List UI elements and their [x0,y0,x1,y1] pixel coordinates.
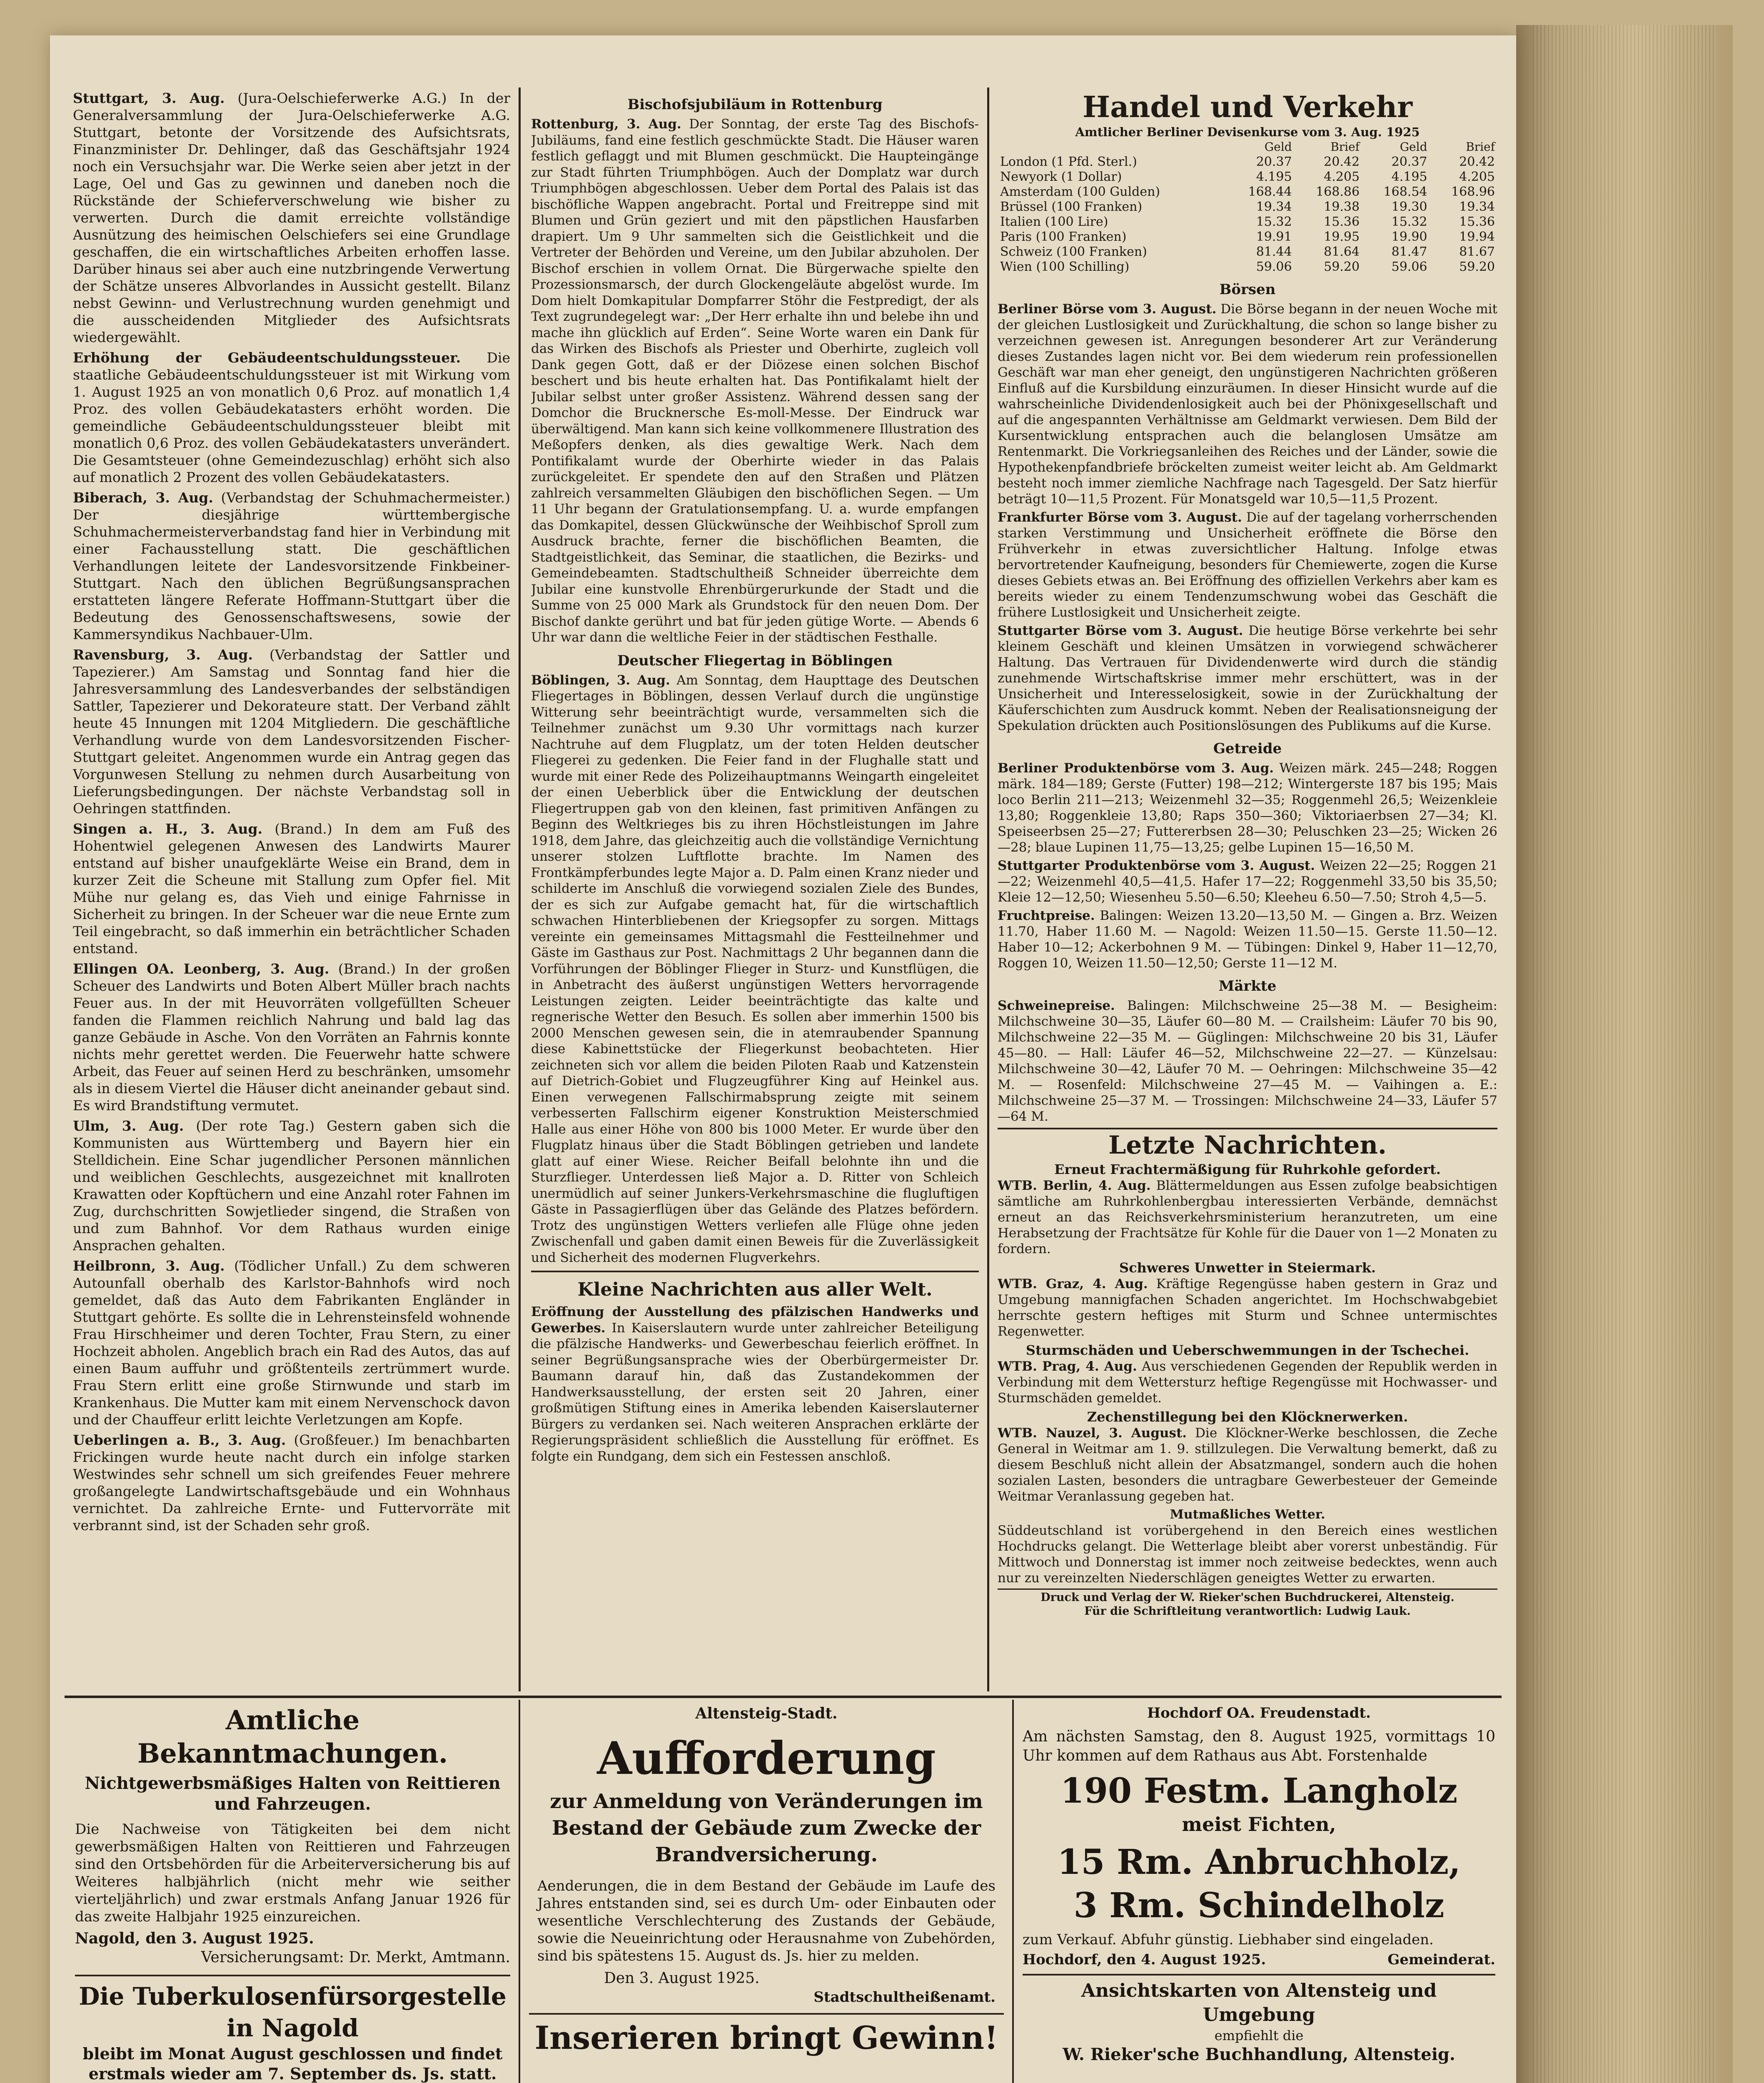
table-body [998,155,1497,275]
market-report [998,623,1497,734]
exchange-rates-table [998,140,1497,275]
table-row [998,185,1497,200]
article [73,1257,510,1428]
news-item [998,1359,1497,1406]
article [73,349,510,486]
table-header-cell: Geld [1264,140,1292,154]
ad-subtitle: Nichtgewerbsmäßiges Halten von Reittieren und Fahrzeugen. [85,1773,501,1814]
currency-cell: Amsterdam (100 Gulden) [1000,185,1160,199]
market-report [998,510,1497,620]
report-lead: Fruchtpreise. [998,908,1095,923]
ad-text: Am nächsten Samstag, den 8. August 1925, vormittags 10 Uhr kommen auf dem Rathaus aus Abt. Forstenhalde [1023,1728,1495,1764]
article-body: (Verbandstag der Schuhmachermeister.) Der diesjährige württembergische Schuhmachermeisterverbandstag fand hier in Verbindung mit einer Fachausstellung statt. Die geschäftlichen Verhandlungen leitete der Landesvorsitzende Finkbeiner-Stuttgart. Nach den üblichen Begrüßungsansprachen erstatteten längere Referate Hoffmann-Stuttgart über die Bedeutung des Genossenschaftswesens, sowie der Kammersyndikus Nachbauer-Ulm. [73,490,510,642]
news-dateline: WTB. Nauzel, 3. August. [998,1426,1187,1441]
rate-cell: 168.96 [1451,185,1495,199]
weather-forecast: Süddeutschland ist vorübergehend in den Bereich eines westlichen Hochdrucks gelangt. Die Wetterlage bleibt aber vorerst unbeständig. Für Mittwoch und Donnerstag ist immer noch zeitweise bedecktes, wenn auch nur zu vereinzelten Niederschlägen geneigtes Wetter zu erwarten. [998,1523,1497,1586]
article [73,960,510,1114]
news-dateline: WTB. Berlin, 4. Aug. [998,1178,1151,1193]
rate-cell: 19.34 [1459,200,1495,214]
rate-cell: 19.34 [1256,200,1292,214]
report-lead: Berliner Börse vom 3. August. [998,302,1217,317]
news-dateline: WTB. Prag, 4. Aug. [998,1359,1137,1374]
imprint-editor: Für die Schriftleitung verantwortlich: Ludwig Lauk. [1084,1605,1411,1618]
news-body: Die Klöckner-Werke beschlossen, die Zeche General in Weitmar am 1. 9. stillzulegen. Die Verwaltung bemerkt, daß zu diesem Beschluß nicht allein der Absatzmangel, sondern auch die hohen sozialen Lasten, besonders die untragbare Gewerbesteuer der Gemeinde Weitmar Veranlassung gegeben hat. [998,1426,1497,1504]
rate-cell: 19.91 [1256,230,1292,244]
article-dateline: Böblingen, 3. Aug. [531,672,670,688]
divider [529,2013,1004,2015]
ad-footer-row [1023,1951,1495,1969]
article-body: (Großfeuer.) Im benachbarten Frickingen wurde heute nacht durch ein infolge starken Westwindes sehr schnell um sich greifendes Feuer mehrere großangelegte Landwirtschaftsgebäude und ein Wohnhaus vernichtet. Da zahlreiche Ernte- und Futtervorräte mit verbrannt sind, ist der Schaden sehr groß. [73,1432,510,1534]
weather-heading: Mutmaßliches Wetter. [1170,1507,1325,1522]
divider [998,1588,1497,1590]
article [73,1117,510,1254]
ads-separator [65,1696,1502,1698]
column-rule [519,87,521,1691]
divider [75,1975,510,1976]
currency-cell: Newyork (1 Dollar) [1000,170,1122,184]
column-middle [531,90,979,1693]
ad-text: Die Nachweise von Tätigkeiten bei dem nicht gewerbsmäßigen Halten von Reittieren und Fahrzeugen sind den Ortsbehörden für die Arbeiterversicherung bis auf Weiteres halbjährlich (nicht mehr wie seither vierteljährlich) und zwar erstmals Anfang Januar 1926 für das zweite Halbjahr 1925 einzureichen. [75,1821,510,1925]
article-dateline: Ravensburg, 3. Aug. [73,647,253,663]
ads-rule [519,1700,520,2083]
article-dateline: Heilbronn, 3. Aug. [73,1258,225,1274]
report-lead: Berliner Produktenbörse vom 3. Aug. [998,761,1274,776]
article [73,646,510,817]
news-dateline: WTB. Graz, 4. Aug. [998,1276,1148,1291]
ad-title: Amtliche Bekanntmachungen. [137,1705,448,1769]
report-body: Weizen 22—25; Roggen 21—22; Weizenmehl 40,5—41,5. Hafer 17—22; Roggenmehl 33,50 bis 35,50; Kleie 12—12,50; Wiesenheu 5.50—6.50; Kleeheu 6.50—7.50; Stroh 4,5—5. [998,858,1497,905]
article-body: (Brand.) In der großen Scheuer des Landwirts und Boten Albert Müller brach nachts Feuer aus. In der mit Heuvorräten vollgefüllten Scheuer fanden die Flammen reichlich Nahrung und bald lag das ganze Gebäude in Asche. Von den Vorräten an Fahrnis konnte nichts mehr gerettet werden. Die Feuerwehr hatte schwere Arbeit, das Feuer auf seinen Herd zu beschränken, umsomehr als in diesem Viertel die Häuser dicht aneinander gebaut sind. Es wird Brandstiftung vermutet. [73,961,510,1114]
ad-headline: 190 Festm. Langholz [1060,1771,1458,1811]
ad-date: Den 3. August 1925. [604,1970,760,1987]
table-row [998,170,1497,185]
official-notices-ad [75,1704,510,2083]
slogan: Inserieren bringt Gewinn! [534,2019,998,2056]
book-page-edges [1516,25,1733,2083]
rate-cell: 59.20 [1324,260,1360,274]
table-header-cell [998,140,1227,155]
rate-cell: 81.47 [1391,245,1427,259]
currency-cell: Paris (100 Franken) [1000,230,1127,244]
currency-cell: Italien (100 Lire) [1000,215,1108,229]
rate-cell: 81.44 [1256,245,1292,259]
section-heading: Kleine Nachrichten aus aller Welt. [577,1279,933,1300]
ad-subtitle: zur Anmeldung von Veränderungen im Bestand der Gebäude zum Zwecke der Brandversicherung. [550,1790,983,1866]
article-dateline: Singen a. H., 3. Aug. [73,821,263,837]
article-dateline: Stuttgart, 3. Aug. [73,90,225,106]
article-dateline: Ellingen OA. Leonberg, 3. Aug. [73,961,329,977]
rate-cell: 4.205 [1324,170,1360,184]
table-row [998,245,1497,260]
report-lead: Frankfurter Börse vom 3. August. [998,510,1242,525]
rate-cell: 20.42 [1459,155,1495,169]
table-header-cell: Brief [1466,140,1495,154]
column-rule [987,87,989,1691]
news-headline: Schweres Unwetter in Steiermark. [1119,1260,1376,1276]
exchange-rates-title: Amtlicher Berliner Devisenkurse vom 3. Aug. 1925 [1075,125,1420,139]
table-row [998,215,1497,230]
report-lead: Stuttgarter Börse vom 3. August. [998,623,1243,638]
subsection-heading: Börsen [1219,281,1276,298]
market-report [998,998,1497,1124]
rate-cell: 81.64 [1324,245,1360,259]
rate-cell: 15.36 [1459,215,1495,229]
section-title: Handel und Verkehr [1082,90,1413,124]
ad-text: zum Verkauf. Abfuhr günstig. Liebhaber sind eingeladen. [1023,1931,1434,1948]
rate-cell: 19.95 [1324,230,1360,244]
rate-cell: 59.06 [1256,260,1292,274]
rate-cell: 15.32 [1391,215,1427,229]
rate-cell: 168.54 [1383,185,1427,199]
news-body: Kräftige Regengüsse haben gestern in Graz und Umgebung mannigfachen Schaden angerichtet. Im Hochschwabgebiet herrschte gestern heftiges mit Sturm und Schnee untermischtes Regenwetter. [998,1276,1497,1339]
article-dateline: Ueberlingen a. B., 3. Aug. [73,1432,286,1448]
table-header-cell: Brief [1330,140,1360,154]
divider [1023,1974,1495,1976]
news-body: Aus verschiedenen Gegenden der Republik werden in Verbindung mit dem Wettersturz heftige Regengüsse mit Hochwasser- und Sturmschäden gemeldet. [998,1359,1497,1406]
article [73,90,510,346]
article-dateline: Erhöhung der Gebäudeentschuldungssteuer. [73,350,461,366]
market-report [998,760,1497,855]
ad-headline: W. Rieker'sche Buchhandlung, Altensteig. [1063,2045,1455,2064]
rate-cell: 59.06 [1391,260,1427,274]
article-dateline: Rottenburg, 3. Aug. [531,117,681,132]
ad-signature: Versicherungsamt: Dr. Merkt, Amtmann. [201,1949,510,1966]
table-row [998,260,1497,275]
news-item [998,1276,1497,1339]
article [73,1431,510,1534]
table-header-cell: Geld [1400,140,1427,154]
ad-text: empfiehlt die [1214,2028,1304,2043]
currency-cell: London (1 Pfd. Sterl.) [1000,155,1137,169]
report-body: Balingen: Weizen 13.20—13,50 M. — Gingen a. Brz. Weizen 11.70, Haber 11.60 M. — Nagold: Weizen 11.50—15. Gerste 11.50—12. Haber 10—12; Ackerbohnen 9 M. — Tübingen: Dinkel 9, Haber 11—12,70, Roggen 10, Weizen 11.50—12,50; Gerste 11—12 M. [998,908,1497,971]
article-body: (Tödlicher Unfall.) Zu dem schweren Autounfall oberhalb des Karlstor-Bahnhofs wird noch gemeldet, daß das Auto dem Fabrikanten Engländer in Stuttgart gehörte. Es sollte die in Lehrensteinsfeld wohnende Frau Hirschheimer und deren Tochter, Frau Stern, zu einer Hochzeit abholen. Angeblich brach ein Rad des Autos, das auf einen Baum auffuhr und größtenteils zertrümmert wurde. Frau Stern erlitt eine große Stirnwunde und starb im Krankenhaus. Die Mutter kam mit einem Nervenschock davon und der Chauffeur erlitt leichte Verletzungen am Kopfe. [73,1258,510,1428]
ad-header: Hochdorf OA. Freudenstadt. [1147,1705,1371,1721]
article-body: (Jura-Oelschieferwerke A.G.) In der Generalversammlung der Jura-Oelschieferwerke A.G. Stuttgart, betonte der Vorsitzende des Aufsichtsrats, Finanzminister Dr. Dehlinger, daß das Geschäftsjahr 1924 noch ein Versuchsjahr war. Die Werke seien aber jetzt in der Lage, Oel und Gas zu gewinnen und daneben noch die Rückstände der Schieferverschwelung wie bisher zu verwerten. Durch die damit erreichte vollständige Ausnützung des heimischen Oelschiefers sei eine Grundlage geschaffen, die ein wirtschaftliches Arbeiten erhoffen lasse. Darüber hinaus sei aber auch eine nutzbringende Verwertung der Schätze unseres Albvorlandes in Aussicht gestellt. Bilanz nebst Gewinn- und Verlustrechnung wurden genehmigt und die ausscheidenden Mitglieder des Aufsichtsrats wiedergewählt. [73,90,510,345]
report-body: Die Börse begann in der neuen Woche mit der gleichen Lustlosigkeit und Zurückhaltung, die schon so lange bisher zu verzeichnen gewesen ist. Anregungen besonderer Art zur Veränderung dieses Zustandes lagen nicht vor. Bei dem wiederum rein professionellen Geschäft war man eher geneigt, den ungünstigeren Nachrichten größeren Einfluß auf die Kursbildung einzuräumen. In dieser Hinsicht wurde auf die wahrscheinliche Dividendenlosigkeit auch bei der Phönixgesellschaft und auf die angespannten Verhältnisse am Geldmarkt verwiesen. Dem Bild der Kursentwicklung entsprachen auch die belanglosen Umsätze am Rentenmarkt. Die Vorkriegsanleihen des Reiches und der Länder, sowie die Hypothekenpfandbriefe bröckelten zumeist weiter leicht ab. Am Geldmarkt besteht noch immer ziemliche Nachfrage nach Tagesgeld. Der Satz hierfür beträgt 10—11,5 Prozent. Für Monatsgeld war 10,5—11,5 Prozent. [998,302,1497,507]
article-dateline: Eröffnung der Ausstellung des pfälzischen Handwerks und Gewerbes. [531,1304,979,1336]
currency-cell: Schweiz (100 Franken) [1000,245,1147,259]
market-report [998,858,1497,905]
article-body: (Brand.) In dem am Fuß des Hohentwiel gelegenen Anwesen des Landwirts Maurer entstand auf bisher unaufgeklärte Weise ein Brand, dem in kurzer Zeit die Scheune mit Stallung zum Opfer fiel. Mit Mühe nur gelang es, das Vieh und einige Fahrnisse in Sicherheit zu bringen. In der Scheuer war die neue Ernte zum Teil eingebracht, so daß immerhin ein beträchtlicher Schaden entstand. [73,821,510,957]
article-body: In Kaiserslautern wurde unter zahlreicher Beteiligung die pfälzische Handwerks- und Gewerbeschau feierlich eröffnet. In seiner Begrüßungsansprache wies der Oberbürgermeister Dr. Baumann darauf hin, daß das Zustandekommen der Handwerksausstellung, der ersten seit 20 Jahren, einer großmütigen Stiftung eines in Amerika lebenden Kaiserslauterner Bürgers zu verdanken sei. Nach weiteren Ansprachen erklärte der Regierungspräsident schließlich die Ausstellung für eröffnet. Es folgte ein Rundgang, dem sich ein Festessen anschloß. [531,1320,979,1464]
news-headline: Erneut Frachtermäßigung für Ruhrkohle gefordert. [1054,1161,1441,1177]
market-report [998,908,1497,971]
article-dateline: Biberach, 3. Aug. [73,490,213,506]
article-body: Der Sonntag, der erste Tag des Bischofs-Jubiläums, fand eine festlich geschmückte Stadt. Die Häuser waren festlich geflaggt und mit Blumen geschmückt. Die Haupteingänge zur Stadt führten Triumphbögen. Auch der Domplatz war durch Triumphbögen abgeschlossen. Ueber dem Portal des Palais ist das bischöfliche Wappen angebracht. Portal und Freitreppe sind mit Blumen und Grün geziert und mit den päpstlichen Hausfarben drapiert. Um 9 Uhr sammelten sich die Geistlichkeit und die Vertreter der Behörden und Vereine, um den Jubilar abzuholen. Der Bischof erschien in vollem Ornat. Die Bürgerwache spielte den Prozessionsmarsch, der durch Glockengeläute abgelöst wurde. Im Dom hielt Domkapitular Dompfarrer Stöhr die Festpredigt, der als Text zugrundegelegt war: „Der Herr erhalte ihn und belebe ihn und mache ihn glücklich auf Erden“. Seine Worte waren ein Dank für das Wirken des Bischofs als Priester und Oberhirte, zugleich voll Dank gegen Gott, daß er der Diözese einen solchen Bischof beschert und bis heute erhalten hat. Das Pontifikalamt hielt der Jubilar selbst unter großer Assistenz. Während dessen sang der Domchor die Brucknersche Es-moll-Messe. Der Eindruck war überwältigend. Man kann sich keine vollkommenere Illustration des Meßopfers denken, als dies gewaltige Werk. Nach dem Pontifikalamt wurde der Oberhirte wieder in das Palais zurückgeleitet. Er spendete den auf den Straßen und Plätzen zahlreich versammelten Gläubigen den bischöflichen Segen. — Um 11 Uhr begann der Gratulationsempfang. U. a. wurde empfangen das Domkapitel, dessen Glückwünsche der Weihbischof Sproll zum Ausdruck brachte, ferner die bischöflichen Beamten, die Stadtgeistlichkeit, das Seminar, die staatlichen, die Bezirks- und Gemeindebeamten. Stadtschultheiß Schneider überreichte dem Jubilar eine kunstvolle Ehrenbürgerurkunde der Stadt und die Summe von 25 000 Mark als Grundstock für den neuen Dom. Der Bischof dankte gerührt und bat für jeden gütige Worte. — Abends 6 Uhr war dann die weltliche Feier in der städtischen Festhalle. [531,117,979,645]
report-body: Balingen: Milchschweine 25—38 M. — Besigheim: Milchschweine 30—35, Läufer 60—80 M. — Crailsheim: Läufer 70 bis 90, Milchschweine 22—35 M. — Güglingen: Milchschweine 20 bis 31, Läufer 45—80. — Hall: Läufer 46—52, Milchschweine 22—27. — Künzelsau: Milchschweine 30—42, Läufer 70 M. — Oehringen: Milchschweine 35—42 M. — Rosenfeld: Milchschweine 27—45 M. — Vaihingen a. E.: Milchschweine 25—37 M. — Trossingen: Milchschweine 24—33, Läufer 57—64 M. [998,998,1497,1124]
news-body: Blättermeldungen aus Essen zufolge beabsichtigen sämtliche am Ruhrkohlenbergbau interessierten Verbände, demnächst erneut an das Reichsverkehrsministerium heranzutreten, um eine Herabsetzung der Frachtsätze für Kohle für die Dauer von 1—2 Monaten zu fordern. [998,1178,1497,1256]
report-lead: Stuttgarter Produktenbörse vom 3. August. [998,858,1315,873]
rate-cell: 19.38 [1324,200,1360,214]
article-body: Am Sonntag, dem Haupttage des Deutschen Fliegertages in Böblingen, dessen Verlauf durch die ungünstige Witterung sehr beeinträchtigt wurde, versammelten sich die Teilnehmer zunächst um 9.30 Uhr vormittags nach kurzer Nachtruhe auf dem Flugplatz, um der toten Helden deutscher Fliegerei zu gedenken. Die Feier fand in der Flughalle statt und wurde mit einer Rede des Polizeihauptmanns Weingarth eingeleitet der einen Ueberblick über die Entwicklung der deutschen Fliegertruppen gab von den kleinen, fast primitiven Anfängen zu Beginn des Weltkrieges bis zu ihren Höchstleistungen im Jahre 1918, dem Jahre, das gleichzeitig auch die vollständige Vernichtung unserer stolzen Luftflotte brachte. Im Namen des Frontkämpferbundes legte Major a. D. Palm einen Kranz nieder und schilderte im Anschluß die vorwiegend sozialen Ziele des Bundes, der es sich zur Aufgabe gemacht hat, für die wirtschaftlich schwachen Hinterbliebenen der Kriegsopfer zu sorgen. Mittags vereinte ein gemeinsames Mittagsmahl die Festteilnehmer und Gäste im Gasthaus zur Post. Nachmittags 2 Uhr begannen dann die Vorführungen der Böblinger Flieger in Sturz- und Kunstflügen, die in Anbetracht des äußerst ungünstigen Wetters hervorragende Leistungen zeigten. Leider beeinträchtigte das kalte und regnerische Wetter den Besuch. Es sollen aber immerhin 1500 bis 2000 Menschen gewesen sein, die in atemraubender Spannung diese Kabinettstücke der Fliegerkunst beobachteten. Hier zeichneten sich vor allem die beiden Piloten Raab und Katzenstein auf Dietrich-Gobiet und Flugzeugführer King auf Heinkel aus. Einen verwegenen Fallschirmabsprung zeigte mit seinem verbesserten Fallschirm eigener Konstruktion Meisterschmied Halle aus einer Höhe von 800 bis 1000 Meter. Er wurde über den Flugplatz hinaus über die Stadt Böblingen getrieben und landete glatt auf einer Wiese. Reicher Beifall belohnte ihn und die Sturzflieger. Unterdessen ließ Major a. D. Ritter von Schleich unermüdlich auf seiner Junkers-Verkehrsmaschine die flugluftigen Gäste in Passagierflügen über das Gelände des Platzes befördern. Trotz des ungünstigen Wetters verliefen alle Flüge ohne jeden Zwischenfall und gaben damit einen Beweis für die Zuverlässigkeit und Sicherheit des modernen Flugverkehrs. [531,672,979,1265]
rate-cell: 4.195 [1391,170,1427,184]
news-headline: Sturmschäden und Ueberschwemmungen in der Tschechei. [1025,1342,1470,1358]
rate-cell: 20.37 [1256,155,1292,169]
ad-title: Die Tuberkulosenfürsorgestelle in Nagold [79,1982,506,2042]
rate-cell: 168.86 [1316,185,1360,199]
rate-cell: 19.30 [1391,200,1427,214]
rate-cell: 15.36 [1324,215,1360,229]
ad-text: bleibt im Monat August geschlossen und findet erstmals wieder am 7. September ds. Js. statt. [82,2044,503,2083]
article-body: Die staatliche Gebäudeentschuldungssteuer ist mit Wirkung vom 1. August 1925 an von monatlich 0,6 Proz. auf monatlich 1,4 Proz. des vollen Gebäudekatasters erhöht worden. Die gemeindliche Gebäudeentschuldungssteuer bleibt mit monatlich 0,6 Proz. des vollen Gebäudekatasters unverändert. Die Gesamtsteuer (ohne Gemeindezuschlag) erhöht sich also auf monatlich 2 Prozent des vollen Gebäudekatasters. [73,350,510,485]
rate-cell: 4.195 [1256,170,1292,184]
currency-cell: Wien (100 Schilling) [1000,260,1130,274]
section-heading: Bischofsjubiläum in Rottenburg [627,96,883,113]
subsection-heading: Märkte [1218,978,1277,994]
article [531,116,979,646]
rate-cell: 20.42 [1324,155,1360,169]
ad-text: Aenderungen, die in dem Bestand der Gebäude im Laufe des Jahres entstanden sind, sei es durch Um- oder Einbauten oder wesentliche Verschlechterung des Zustands der Gebäude, sowie die Neueinrichtung oder Herausnahme von Zubehörden, sind bis spätestens 15. August ds. Js. hier zu melden. [537,1878,996,1964]
ad-headline: 15 Rm. Anbruchholz, [1057,1842,1461,1882]
table-header-row [998,140,1497,155]
altensteig-notice-ad [529,1704,1004,2083]
ad-title: Aufforderung [597,1732,936,1785]
report-body: Die heutige Börse verkehrte bei sehr kleinem Geschäft und kleinen Umsätzen in vorwiegend schwächerer Haltung. Das Vertrauen für Dividendenwerte wird durch die ständig zunehmende Wirtschaftskrise immer mehr erschüttert, was in der Unsicherheit und Interesselosigkeit, sowie in der Zurückhaltung der Käuferschichten zum Ausdruck kommt. Neben der Realisationsneigung der Spekulation drückten auch Positionslösungen des Publikums auf die Kurse. [998,623,1497,733]
news-headline: Zechenstillegung bei den Klöcknerwerken. [1087,1409,1408,1425]
article [531,1304,979,1464]
divider [531,1271,979,1272]
news-item [998,1178,1497,1257]
report-lead: Schweinepreise. [998,998,1115,1013]
article-dateline: Ulm, 3. Aug. [73,1118,184,1134]
column-right [998,90,1497,1693]
article-body: (Der rote Tag.) Gestern gaben sich die Kommunisten aus Württemberg und Bayern hier ein Stelldichein. Eine Schar jugendlicher Personen männlichen und weiblichen Geschlechts, ausgezeichnet mit knallroten Krawatten oder Kopftüchern und eine Anzahl roter Fahnen im Zug, durchschritten Sowjetlieder singend, die Straßen von und zum Bahnhof. Vor dem Rathaus wurden einige Ansprachen gehalten. [73,1118,510,1254]
rate-cell: 81.67 [1459,245,1495,259]
rate-cell: 4.205 [1459,170,1495,184]
rate-cell: 15.32 [1256,215,1292,229]
rate-cell: 19.94 [1459,230,1495,244]
article [73,820,510,957]
ads-rule [1012,1700,1014,2083]
ad-signature: Stadtschultheißenamt. [813,1989,996,2006]
article-body: (Verbandstag der Sattler und Tapezierer.) Am Samstag und Sonntag fand hier die Jahresversammlung des Landesverbandes der selbständigen Sattler, Tapezierer und Dekorateure statt. Der Verband zählt heute 45 Innungen mit 1204 Mitgliedern. Die geschäftliche Verhandlung wurde von dem Landesvorsitzenden Fischer-Stuttgart geleitet. Angenommen wurde ein Antrag gegen das Vorgunwesen Stellung zu nehmen durch Ausarbeitung von Lieferungsbedingungen. Der nächste Verbandstag soll in Oehringen stattfinden. [73,647,510,817]
table-row [998,155,1497,170]
market-report [998,301,1497,507]
currency-cell: Brüssel (100 Franken) [1000,200,1143,214]
ad-place-date: Hochdorf, den 4. August 1925. [1023,1951,1266,1968]
article [73,489,510,643]
ad-headline: Ansichtskarten von Altensteig und Umgebung [1081,1980,1437,2026]
imprint: Druck und Verlag der W. Rieker'schen Buchdruckerei, Altensteig. [1040,1591,1455,1604]
section-title: Letzte Nachrichten. [1108,1131,1387,1160]
rate-cell: 59.20 [1459,260,1495,274]
hochdorf-timber-sale-ad [1023,1704,1495,2083]
report-body: Weizen märk. 245—248; Roggen märk. 184—189; Gerste (Futter) 198—212; Wintergerste 187 bis 195; Mais loco Berlin 211—213; Weizenmehl 32—35; Roggenmehl 26,5; Weizenkleie 13,80; Roggenkleie 13,80; Raps 350—360; Viktoriaerbsen 27—34; Kl. Speiseerbsen 25—27; Futtererbsen 28—30; Peluschken 23—25; Wicken 26—28; blaue Lupinen 11,75—13,25; gelbe Lupinen 15—16,50 M. [998,761,1497,855]
news-item [998,1425,1497,1504]
ad-subline: meist Fichten, [1182,1813,1336,1836]
ad-headline: 3 Rm. Schindelholz [1073,1886,1445,1926]
article [531,672,979,1266]
rate-cell: 168.44 [1248,185,1292,199]
ad-place-date: Nagold, den 3. August 1925. [75,1930,314,1947]
ad-signature: Gemeinderat. [1387,1951,1495,1968]
rate-cell: 20.37 [1391,155,1427,169]
ad-header: Altensteig-Stadt. [695,1705,838,1722]
rate-cell: 19.90 [1391,230,1427,244]
section-heading: Deutscher Fliegertag in Böblingen [617,652,893,669]
subsection-heading: Getreide [1213,740,1282,757]
table-row [998,230,1497,245]
table-row [998,200,1497,215]
report-body: Die auf der tagelang vorherrschenden starken Verstimmung und Unsicherheit eröffnete die Börse den Frühverkehr in etwas zuversichtlicher Haltung. Infolge etwas bervortretender Kaufneigung, besonders für Chemiewerte, zogen die Kurse dieses Gebiets etwas an. Bei Eröffnung des offiziellen Verkehrs aber kam es bereits wieder zu einem Tendenzumschwung wobei das Geschäft die frühere Lustlosigkeit und Unsicherheit zeigte. [998,510,1497,620]
column-left [73,90,510,1693]
